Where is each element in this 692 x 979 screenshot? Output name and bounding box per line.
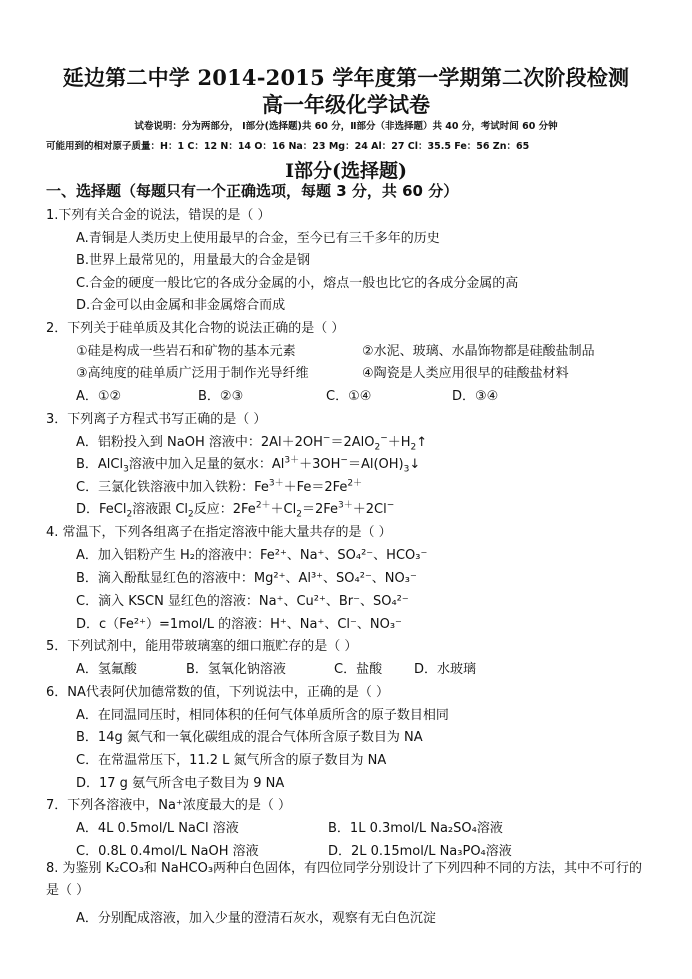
q7-option-a: A．4L 0.5mol/L NaCl 溶液 — [76, 821, 239, 836]
q4-stem: 4. 常温下，下列各组离子在指定溶液中能大量共存的是（ ） — [46, 525, 392, 540]
q8-option-a: A．分别配成溶液，加入少量的澄清石灰水，观察有无白色沉淀 — [76, 911, 436, 926]
q4-option-d: D．c（Fe²⁺）=1mol/L 的溶液：H⁺、Na⁺、Cl⁻、NO₃⁻ — [76, 617, 402, 632]
q5-option-b: B．氢氧化钠溶液 — [186, 662, 286, 677]
q4-option-b: B．滴入酚酞显红色的溶液中：Mg²⁺、Al³⁺、SO₄²⁻、NO₃⁻ — [76, 571, 417, 586]
exam-subtitle: 高一年级化学试卷 — [262, 92, 430, 117]
exam-title: 延边第二中学 2014-2015 学年度第一学期第二次阶段检测 — [62, 65, 630, 90]
section-title: Ⅰ部分(选择题) — [285, 160, 407, 182]
q5-option-a: A．氢氟酸 — [76, 662, 137, 677]
q3-option-a: A．铝粉投入到 NaOH 溶液中：$2Al+2OH^-=2AlO_2^-+H_2↑$ — [76, 433, 428, 453]
q6-option-a: A．在同温同压时，相同体积的任何气体单质所含的原子数目相同 — [76, 708, 449, 723]
q6-stem: 6．NA代表阿伏加德常数的值，下列说法中，正确的是（ ） — [46, 685, 390, 700]
q3-stem: 3．下列离子方程式书写正确的是（ ） — [46, 412, 267, 427]
q6-option-c: C．在常温常压下，11.2 L 氮气所含的原子数目为 NA — [76, 753, 387, 768]
q1-option-a: A.青铜是人类历史上使用最早的合金，至今已有三千多年的历史 — [76, 231, 440, 246]
atomic-masses: 可能用到的相对原子质量：H：1 C：12 N：14 O：16 Na：23 Mg：24 Al：27 Cl：35.5 Fe：56 Zn：65 — [46, 141, 530, 152]
q2-option-d: D．③④ — [452, 389, 499, 404]
q2-option-a: A．①② — [76, 389, 122, 404]
q7-option-b: B．1L 0.3mol/L Na₂SO₄溶液 — [328, 821, 503, 836]
q5-option-c: C．盐酸 — [334, 662, 383, 677]
q7-option-d: D．2L 0.15mol/L Na₃PO₄溶液 — [328, 844, 512, 859]
q7-option-c: C．0.8L 0.4mol/L NaOH 溶液 — [76, 844, 259, 859]
q6-option-b: B．14g 氮气和一氧化碳组成的混合气体所含原子数目为 NA — [76, 730, 423, 745]
q2-statement-1: ①硅是构成一些岩石和矿物的基本元素 — [76, 344, 296, 359]
section-heading: 一、选择题（每题只有一个正确选项，每题 3 分，共 60 分） — [46, 182, 459, 200]
q3-option-d: D．FeCl$_2$溶液跟 $Cl_2$反应：$2Fe^{2+}+Cl_2=2Fe^{3+}+2Cl^-$ — [76, 500, 395, 520]
exam-instructions: 试卷说明：分为两部分， Ⅰ部分(选择题)共 60 分，Ⅱ部分（非选择题）共 40 分，考试时间 60 分钟 — [134, 121, 558, 132]
q4-option-a: A．加入铝粉产生 H₂的溶液中：Fe²⁺、Na⁺、SO₄²⁻、HCO₃⁻ — [76, 548, 428, 563]
q8-stem: 8. 为鉴别 K₂CO₃和 NaHCO₃两种白色固体，有四位同学分别设计了下列四种不同的方法，其中不可行的是（ ） — [46, 861, 643, 898]
q1-option-c: C.合金的硬度一般比它的各成分金属的小，熔点一般也比它的各成分金属的高 — [76, 276, 519, 291]
q1-option-b: B.世界上最常见的，用量最大的合金是钢 — [76, 253, 311, 268]
q3-option-c: C．三氯化铁溶液中加入铁粉：$Fe^{3+}+Fe=2Fe^{2+}$ — [76, 478, 363, 495]
q5-option-d: D．水玻璃 — [414, 662, 477, 677]
q2-statement-4: ④陶瓷是人类应用很早的硅酸盐材料 — [362, 366, 569, 381]
q2-option-b: B．②③ — [198, 389, 244, 404]
q1-stem: 1.下列有关合金的说法，错误的是（ ） — [46, 208, 271, 223]
q1-option-d: D.合金可以由金属和非金属熔合而成 — [76, 298, 286, 313]
q4-option-c: C．滴入 KSCN 显红色的溶液：Na⁺、Cu²⁺、Br⁻、SO₄²⁻ — [76, 594, 409, 609]
q6-option-d: D．17 g 氨气所含电子数目为 9 NA — [76, 776, 285, 791]
q5-stem: 5．下列试剂中，能用带玻璃塞的细口瓶贮存的是（ ） — [46, 639, 358, 654]
q2-stem: 2．下列关于硅单质及其化合物的说法正确的是（ ） — [46, 321, 345, 336]
q2-option-c: C．①④ — [326, 389, 372, 404]
q2-statement-3: ③高纯度的硅单质广泛用于制作光导纤维 — [76, 366, 309, 381]
q7-stem: 7．下列各溶液中，Na⁺浓度最大的是（ ） — [46, 798, 291, 813]
q3-option-b: B．AlCl$_3$溶液中加入足量的氨水：$Al^{3+}+3OH^-=Al(OH)_3↓$ — [76, 455, 421, 475]
q2-statement-2: ②水泥、玻璃、水晶饰物都是硅酸盐制品 — [362, 344, 595, 359]
